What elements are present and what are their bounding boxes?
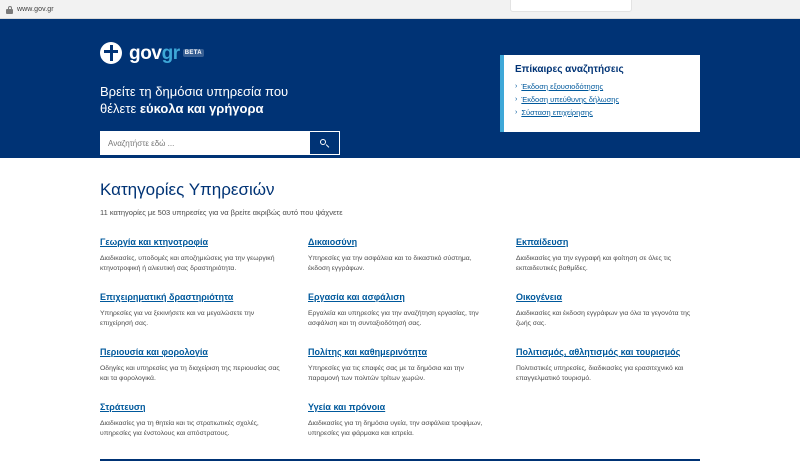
list-item[interactable] <box>515 95 689 104</box>
category-card[interactable] <box>100 346 284 384</box>
category-title[interactable]: Οικογένεια <box>516 292 563 302</box>
hero-title-line2-bold: εύκολα και γρήγορα <box>139 101 264 116</box>
category-description: Διαδικασίες και έκδοση εγγράφων για όλα τα γεγονότα της ζωής σας. <box>516 310 691 327</box>
category-description: Διαδικασίες για τη δημόσια υγεία, την ασφάλεια τροφίμων, υπηρεσίες για φάρμακα και ιατρεία. <box>308 420 483 437</box>
category-card[interactable] <box>516 236 700 274</box>
category-card[interactable] <box>308 236 492 274</box>
trending-link[interactable]: Σύσταση επιχείρησης <box>521 108 593 117</box>
category-grid <box>100 236 700 439</box>
main-content <box>100 158 700 439</box>
category-description: Πολιτιστικές υπηρεσίες, διαδικασίες για ερασιτεχνικό και επαγγελματικό τουρισμό. <box>516 365 684 382</box>
trending-searches-panel <box>500 55 700 132</box>
page-title: Κατηγορίες Υπηρεσιών <box>100 180 275 199</box>
category-description: Υπηρεσίες για τις επαφές σας με τα δημόσια και την παραμονή των πολιτών τρίτων χωρών. <box>308 365 464 382</box>
chevron-right-icon: › <box>515 96 518 103</box>
category-title[interactable]: Περιουσία και φορολογία <box>100 347 208 357</box>
logo-text-gov: gov <box>129 42 162 64</box>
category-title[interactable]: Στράτευση <box>100 402 146 412</box>
category-title[interactable]: Γεωργία και κτηνοτροφία <box>100 237 208 247</box>
category-card-empty <box>516 401 700 439</box>
trending-link[interactable]: Έκδοση υπεύθυνης δήλωσης <box>521 95 619 104</box>
category-description: Διαδικασίες για την εγγραφή και φοίτηση σε όλες τις εκπαιδευτικές βαθμίδες. <box>516 255 672 272</box>
category-description: Διαδικασίες για τη θητεία και τις στρατιωτικές σχολές, υπηρεσίες για ένστολους και απόστρατους. <box>100 420 259 437</box>
category-description: Οδηγίες και υπηρεσίες για τη διαχείριση της περιουσίας σας και τα φορολογικά. <box>100 365 280 382</box>
category-title[interactable]: Επιχειρηματική δραστηριότητα <box>100 292 234 302</box>
category-card[interactable] <box>100 236 284 274</box>
category-card[interactable] <box>516 346 700 384</box>
lock-icon <box>6 6 13 14</box>
category-description: Εργαλεία και υπηρεσίες για την αναζήτηση εργασίας, την ασφάλιση και τη συνταξιοδότησή σας. <box>308 310 479 327</box>
category-card[interactable] <box>516 291 700 329</box>
browser-chrome <box>0 0 800 19</box>
list-item[interactable] <box>515 82 689 91</box>
category-card[interactable] <box>308 291 492 329</box>
browser-address-bar[interactable] <box>0 3 800 16</box>
search-icon <box>320 139 329 148</box>
logo-wordmark <box>129 44 204 63</box>
chevron-right-icon: › <box>515 109 518 116</box>
hero-title-line1: Βρείτε τη δημόσια υπηρεσία που <box>100 84 289 99</box>
results-summary: 11 κατηγορίες με 503 υπηρεσίες για να βρείτε ακριβώς αυτό που ψάχνετε <box>100 208 343 217</box>
list-item[interactable] <box>515 108 689 117</box>
trending-title: Επίκαιρες αναζητήσεις <box>515 64 624 75</box>
greek-flag-cross-emblem-icon <box>100 42 122 64</box>
search-input[interactable] <box>100 131 310 155</box>
category-description: Διαδικασίες, υποδομές και αποζημιώσεις για την γεωργική κτηνοτροφική ή αλιευτική σας δραστηριότητα. <box>100 255 275 272</box>
category-description: Υπηρεσίες για την ασφάλεια και το δικαστικό σύστημα, έκδοση εγγράφων. <box>308 255 472 272</box>
search-bar[interactable] <box>100 131 340 155</box>
logo-beta-badge: BETA <box>184 50 202 56</box>
hero-banner <box>0 19 800 158</box>
category-title[interactable]: Εργασία και ασφάλιση <box>308 292 405 302</box>
category-card[interactable] <box>308 401 492 439</box>
url-text: www.gov.gr <box>17 6 54 13</box>
category-card[interactable] <box>308 346 492 384</box>
category-title[interactable]: Δικαιοσύνη <box>308 237 358 247</box>
category-card[interactable] <box>100 291 284 329</box>
category-title[interactable]: Πολιτισμός, αθλητισμός και τουρισμός <box>516 347 681 357</box>
category-description: Υπηρεσίες για να ξεκινήσετε και να μεγαλώσετε την επιχείρησή σας. <box>100 310 255 327</box>
logo-text-gr: gr <box>161 42 180 64</box>
hero-title-line2-prefix: θέλετε <box>100 101 140 116</box>
section-divider <box>100 459 700 461</box>
hero-title <box>100 83 360 117</box>
chevron-right-icon: › <box>515 83 518 90</box>
category-title[interactable]: Υγεία και πρόνοια <box>308 402 386 412</box>
category-title[interactable]: Εκπαίδευση <box>516 237 569 247</box>
category-card[interactable] <box>100 401 284 439</box>
search-button[interactable] <box>310 131 340 155</box>
category-title[interactable]: Πολίτης και καθημερινότητα <box>308 347 427 357</box>
trending-list <box>515 82 689 117</box>
trending-link[interactable]: Έκδοση εξουσιοδότησης <box>521 82 604 91</box>
